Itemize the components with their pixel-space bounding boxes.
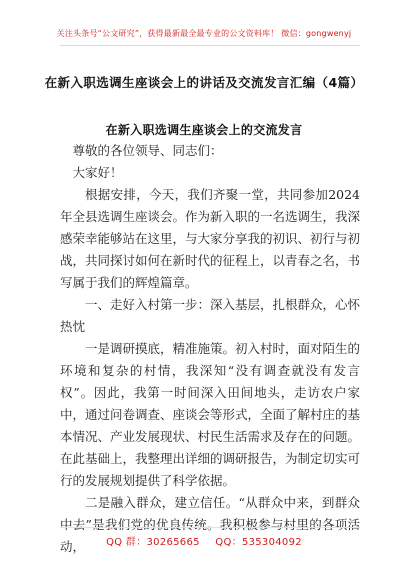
section-heading: 一、走好入村第一步：深入基层，扎根群众，心怀热忱 [60,297,361,334]
document-title: 在新入职选调生座谈会上的讲话及交流发言汇编（4篇） [44,75,364,90]
body-paragraph: 二是融入群众，建立信任。“从群众中来，到群众中去”是我们党的优良传统。我积极参与村里的各项活动， [60,495,360,554]
header-banner: 关注头条号“公文研究”，获得最新最全最专业的公文资料库！ 微信：gongwenyj [56,29,352,38]
greeting: 大家好！ [72,165,123,180]
footer-divider [60,527,360,528]
body-paragraph: 一是调研摸底，精准施策。初入村时，面对陌生的环境和复杂的村情，我深知“没有调查就没有发言权”。因此，我第一时间深入田间地头，走访农户家中，通过问卷调查、座谈会等形式，全面了解村庄的基本情况、产业发展现状、村民生活需求及存在的问题。在此基础上，我整理出详细的调研报告，为制定切实可行的发展规划提供了科学依据。 [60,341,361,488]
section-title: 在新入职选调生座谈会上的交流发言 [105,123,303,137]
footer [0,533,408,548]
body-paragraph: 根据安排，今天，我们齐聚一堂，共同参加2024年全县选调生座谈会。作为新入职的一名选调生，我深感荣幸能够站在这里，与大家分享我的初识、初行与初战，共同探讨如何在新时代的征程上，以青春之名，书写属于我们的辉煌篇章。 [60,187,361,290]
header-divider [60,45,360,46]
qq-group-label: QQ 群：30265665 [106,537,200,548]
qq-label: QQ：535304092 [215,537,302,548]
document-body [60,140,360,558]
salutation: 尊敬的各位领导、同志们： [72,143,223,158]
